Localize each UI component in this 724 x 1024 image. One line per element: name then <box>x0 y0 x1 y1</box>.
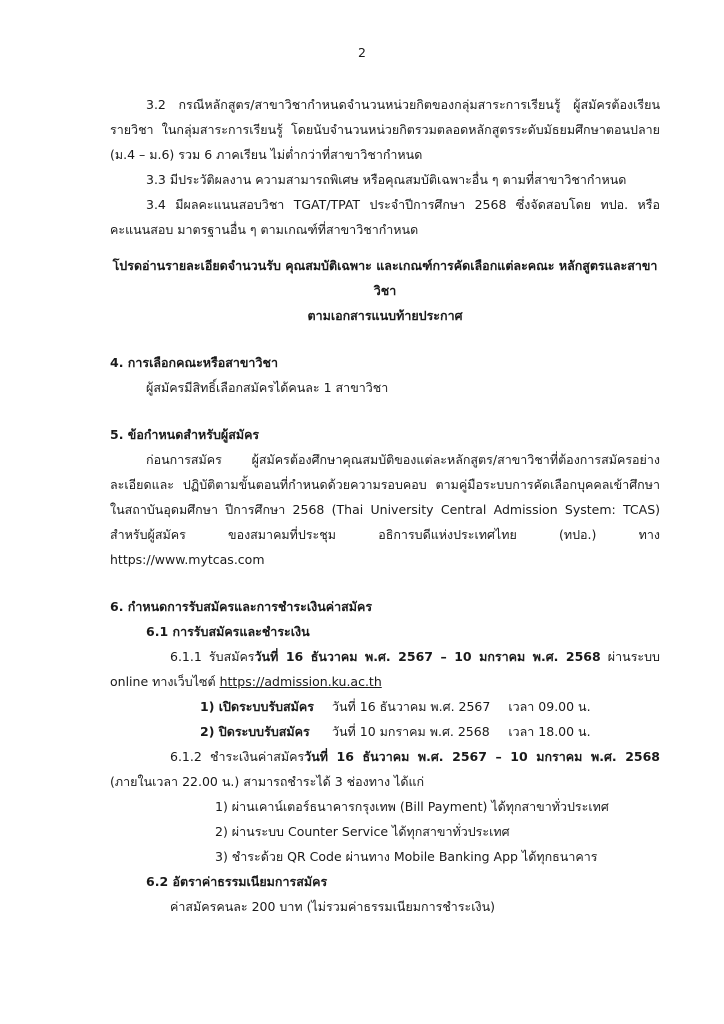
schedule-close-label: 2) ปิดระบบรับสมัคร <box>200 724 310 739</box>
item-3-2-line2: ในกลุ่มสาระการเรียนรู้ โดยนับจำนวนหน่วยกิตรวมตลอดหลักสูตรระดับมัธยมศึกษาตอนปลาย (ม.4 – ม.6) <box>110 122 660 162</box>
payment-method-1: 1) ผ่านเคาน์เตอร์ธนาคารกรุงเทพ (Bill Payment) ได้ทุกสาขาทั่วประเทศ <box>215 799 609 814</box>
section-5-line1: ก่อนการสมัคร ผู้สมัครต้องศึกษาคุณสมบัติของแต่ละหลักสูตร/สาขาวิชาที่ต้องการสมัครอย่างละเอียดและ <box>110 452 660 492</box>
section-5-line2: ปฏิบัติตามขั้นตอนที่กำหนดด้วยความรอบคอบ ตามคู่มือระบบการคัดเลือกบุคคลเข้าศึกษาในสถาบันอุดมศึกษา <box>110 477 660 517</box>
item-6-1-1-dates: วันที่ 16 ธันวาคม พ.ศ. 2567 – 10 มกราคม พ.ศ. 2568 <box>254 649 601 664</box>
item-6-1-1-prefix: 6.1.1 รับสมัคร <box>170 649 255 664</box>
application-fee: ค่าสมัครคนละ 200 บาท (ไม่รวมค่าธรรมเนียมการชำระเงิน) <box>170 899 496 914</box>
subsection-6-1-heading: 6.1 การรับสมัครและชำระเงิน <box>146 624 310 639</box>
section-4-heading: 4. การเลือกคณะหรือสาขาวิชา <box>110 355 278 370</box>
website-label: ทางเว็บไซต์ <box>152 674 220 689</box>
item-6-1-2-prefix: 6.1.2 ชำระเงินค่าสมัคร <box>170 749 305 764</box>
schedule-table <box>110 694 660 744</box>
section-5-heading: 5. ข้อกำหนดสำหรับผู้สมัคร <box>110 427 260 442</box>
schedule-close-date: วันที่ 10 มกราคม พ.ศ. 2568 <box>331 724 490 739</box>
section-5-body <box>110 447 660 572</box>
page-number: 2 <box>358 45 366 60</box>
payment-method-3: 3) ชำระด้วย QR Code ผ่านทาง Mobile Banking App ได้ทุกธนาคาร <box>215 849 598 864</box>
notice-line2: ตามเอกสารแนบท้ายประกาศ <box>307 308 463 323</box>
schedule-close-time: เวลา 18.00 น. <box>508 724 591 739</box>
schedule-open-date: วันที่ 16 ธันวาคม พ.ศ. 2567 <box>331 699 491 714</box>
item-3-2-line1: 3.2 กรณีหลักสูตร/สาขาวิชากำหนดจำนวนหน่วยกิตของกลุ่มสาระการเรียนรู้ ผู้สมัครต้องเรียนรายวิชา <box>110 97 660 137</box>
item-6-1-2-line2: 22.00 น.) สามารถชำระได้ 3 ช่องทาง ได้แก่ <box>182 774 425 789</box>
item-6-1-2 <box>110 744 660 794</box>
item-6-1-2-suffix: (ภายในเวลา <box>110 774 179 789</box>
item-6-1-1-suffix: ผ่านระบบ online <box>110 649 660 689</box>
subsection-6-2-heading: 6.2 อัตราค่าธรรมเนียมการสมัคร <box>146 874 328 889</box>
item-3-4-line1: 3.4 มีผลคะแนนสอบวิชา TGAT/TPAT ประจำปีการศึกษา 2568 ซึ่งจัดสอบโดย ทปอ. หรือคะแนนสอบ <box>110 197 660 237</box>
item-3-3: 3.3 มีประวัติผลงาน ความสามารถพิเศษ หรือคุณสมบัติเฉพาะอื่น ๆ ตามที่สาขาวิชากำหนด <box>146 172 627 187</box>
schedule-open-label: 1) เปิดระบบรับสมัคร <box>200 699 314 714</box>
admission-website-link[interactable]: https://admission.ku.ac.th <box>219 674 382 689</box>
section-5-line4: อธิการบดีแห่งประเทศไทย (ทปอ.) ทาง https://www.mytcas.com <box>110 527 660 567</box>
item-3-2-line3: รวม 6 ภาคเรียน ไม่ต่ำกว่าที่สาขาวิชากำหนด <box>178 147 423 162</box>
item-6-1-1 <box>110 644 660 694</box>
notice-line1: โปรดอ่านรายละเอียดจำนวนรับ คุณสมบัติเฉพาะ และเกณฑ์การคัดเลือกแต่ละคณะ หลักสูตรและสาขาวิชา <box>112 258 658 298</box>
item-6-1-2-dates: วันที่ 16 ธันวาคม พ.ศ. 2567 – 10 มกราคม พ.ศ. 2568 <box>304 749 660 764</box>
section-5-line3: ปีการศึกษา 2568 (Thai University Central Admission System: TCAS) สำหรับผู้สมัคร ของสมาคมที่ประชุม <box>110 502 661 542</box>
schedule-open-time: เวลา 09.00 น. <box>508 699 591 714</box>
item-3-4 <box>110 192 660 242</box>
item-3-2 <box>110 92 660 167</box>
payment-method-2: 2) ผ่านระบบ Counter Service ได้ทุกสาขาทั่วประเทศ <box>215 824 510 839</box>
item-3-4-line2: มาตรฐานอื่น ๆ ตามเกณฑ์ที่สาขาวิชากำหนด <box>177 222 419 237</box>
section-6-heading: 6. กำหนดการรับสมัครและการชำระเงินค่าสมัคร <box>110 599 373 614</box>
section-4-body: ผู้สมัครมีสิทธิ์เลือกสมัครได้คนละ 1 สาขาวิชา <box>146 380 389 395</box>
